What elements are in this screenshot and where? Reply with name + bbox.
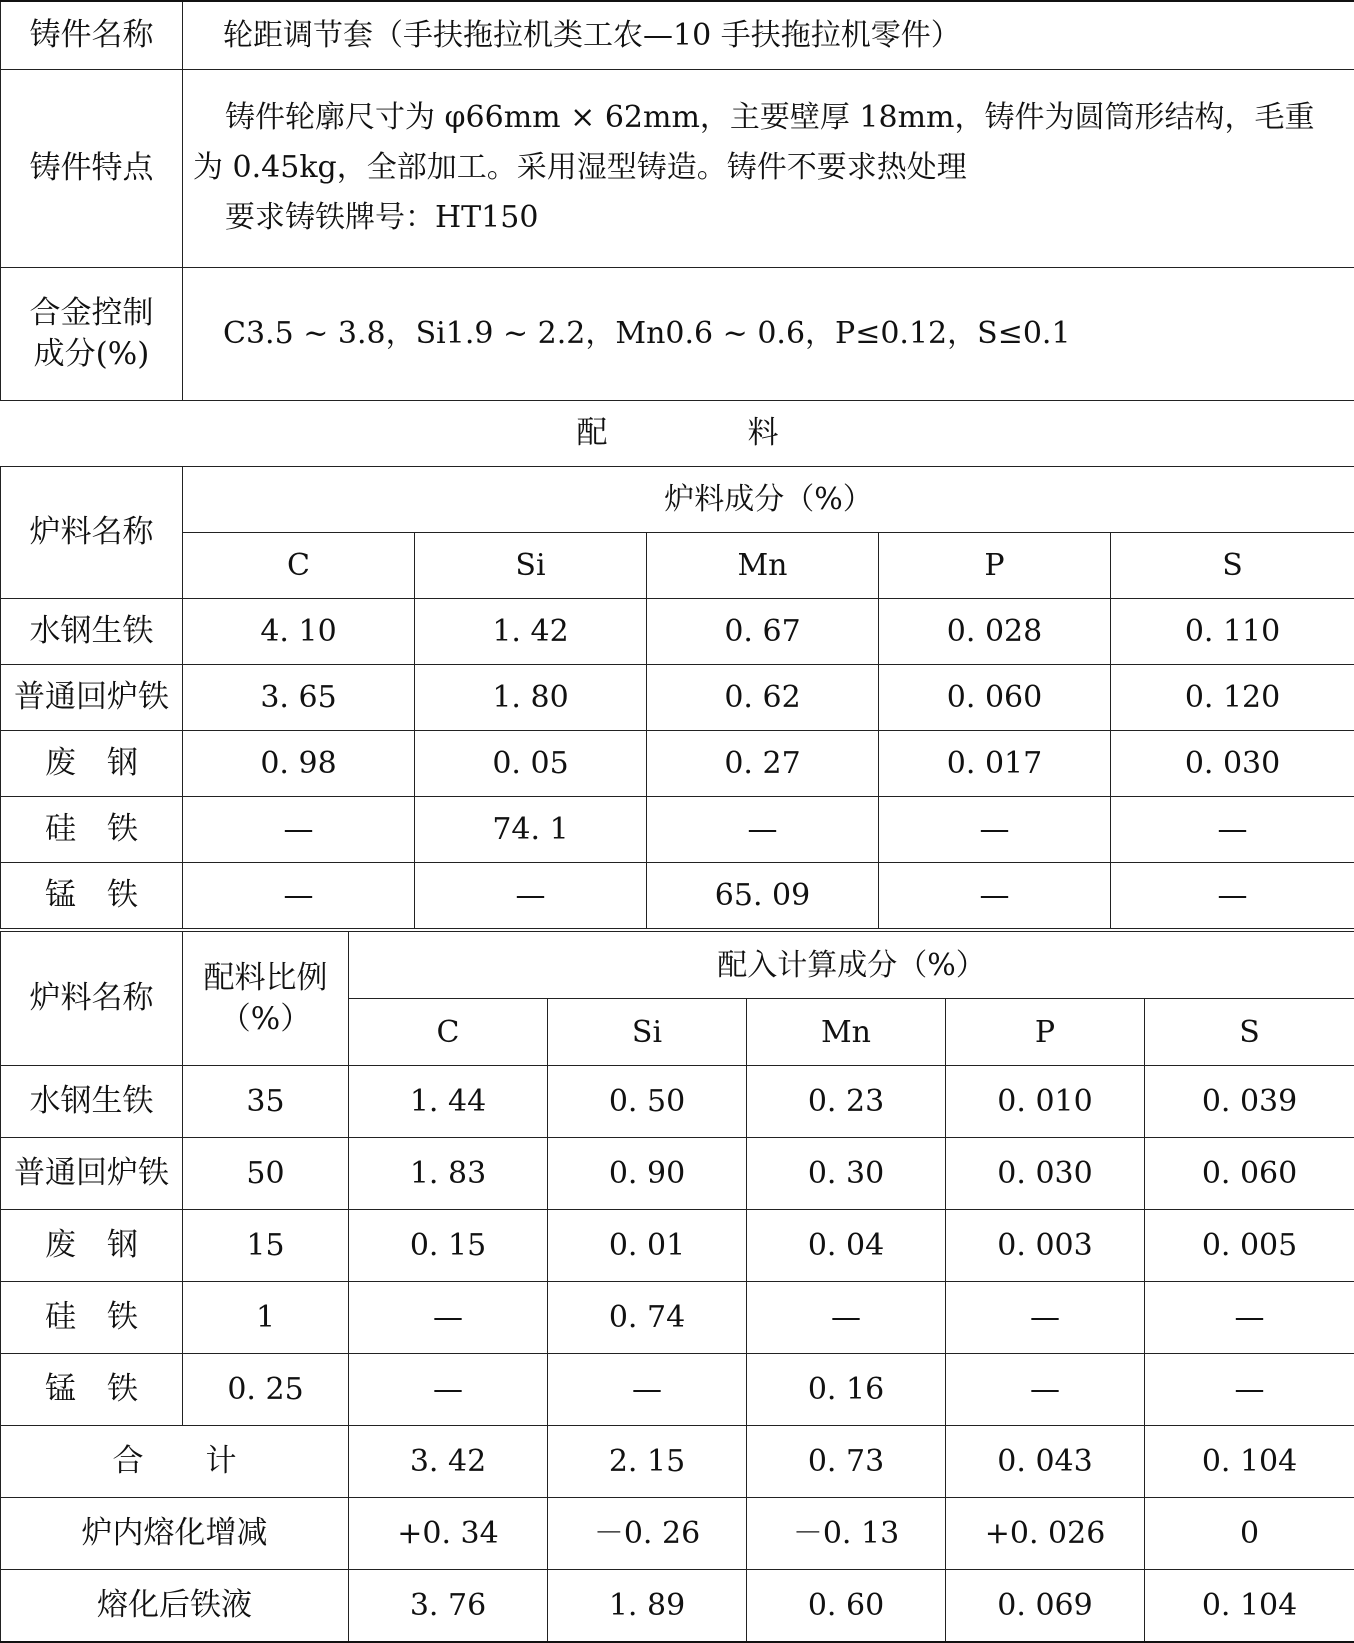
table-row (1, 1066, 1354, 1138)
table-row (1, 664, 1354, 730)
calc-material-header: 炉料名称 (1, 932, 183, 1066)
calc-cell: 1. 83 (349, 1138, 548, 1210)
calc-cell: — (747, 1282, 946, 1354)
charge-cell: — (1111, 796, 1354, 862)
summary-cell: －0. 26 (548, 1498, 747, 1570)
section-title-char-1: 配 (577, 413, 608, 453)
charge-group-header: 炉料成分（%） (183, 466, 1354, 532)
alloy-control-label (1, 267, 183, 400)
calc-col-mn: Mn (747, 999, 946, 1066)
calc-row-name: 锰 铁 (1, 1354, 183, 1426)
charge-cell: 1. 80 (415, 664, 647, 730)
charge-header-row (1, 466, 1354, 532)
summary-cell: －0. 13 (747, 1498, 946, 1570)
charge-cell: 0. 060 (879, 664, 1111, 730)
table-row (1, 1354, 1354, 1426)
calc-cell: — (349, 1282, 548, 1354)
charge-row-name: 普通回炉铁 (1, 664, 183, 730)
summary-cell: 0 (1145, 1498, 1354, 1570)
calc-cell: 0. 010 (946, 1066, 1145, 1138)
charge-row-name: 锰 铁 (1, 862, 183, 928)
summary-row-total (1, 1426, 1354, 1498)
charge-cell: 0. 017 (879, 730, 1111, 796)
calc-group-header: 配入计算成分（%） (349, 932, 1354, 999)
alloy-label-line-1: 合金控制 (1, 293, 182, 333)
charge-row-name: 硅 铁 (1, 796, 183, 862)
table-row (1, 1282, 1354, 1354)
charge-col-s: S (1111, 532, 1354, 598)
casting-name-value: 轮距调节套（手扶拖拉机类工农—10 手扶拖拉机零件） (183, 1, 1354, 69)
charge-cell: — (879, 796, 1111, 862)
summary-row-molten-iron (1, 1570, 1354, 1642)
section-title (1, 400, 1354, 466)
calc-ratio-header (183, 932, 349, 1066)
calc-cell: 0. 16 (747, 1354, 946, 1426)
charge-col-mn: Mn (647, 532, 879, 598)
calc-row-name: 硅 铁 (1, 1282, 183, 1354)
calc-row-name: 普通回炉铁 (1, 1138, 183, 1210)
alloy-label-line-2: 成分(%) (1, 334, 182, 374)
calc-cell: — (946, 1282, 1145, 1354)
casting-features-row (1, 69, 1354, 267)
calc-cell: 0. 74 (548, 1282, 747, 1354)
features-line-3: 要求铸铁牌号：HT150 (225, 200, 538, 235)
charge-cell: 0. 67 (647, 598, 879, 664)
charge-cell: — (183, 796, 415, 862)
summary-cell: 1. 89 (548, 1570, 747, 1642)
charge-cell: — (415, 862, 647, 928)
charge-cell: 65. 09 (647, 862, 879, 928)
calc-row-name: 水钢生铁 (1, 1066, 183, 1138)
calc-cell: 0. 030 (946, 1138, 1145, 1210)
summary-cell: 0. 069 (946, 1570, 1145, 1642)
calc-row-ratio: 1 (183, 1282, 349, 1354)
charge-cell: — (879, 862, 1111, 928)
charge-cell: — (1111, 862, 1354, 928)
charge-cell: 3. 65 (183, 664, 415, 730)
features-line-1: 铸件轮廓尺寸为 φ66mm × 62mm，主要壁厚 18mm，铸件为圆筒形结构，毛重 (225, 100, 1315, 135)
charge-cell: 0. 110 (1111, 598, 1354, 664)
charge-col-p: P (879, 532, 1111, 598)
table-row (1, 1210, 1354, 1282)
summary-name: 熔化后铁液 (1, 1570, 349, 1642)
alloy-control-row (1, 267, 1354, 400)
table-row (1, 598, 1354, 664)
charge-cell: — (647, 796, 879, 862)
calc-col-p: P (946, 999, 1145, 1066)
charge-row-name: 废 钢 (1, 730, 183, 796)
calc-row-ratio: 15 (183, 1210, 349, 1282)
table-row (1, 862, 1354, 928)
charge-cell: 0. 030 (1111, 730, 1354, 796)
summary-cell: +0. 34 (349, 1498, 548, 1570)
charge-cell: 0. 120 (1111, 664, 1354, 730)
summary-cell: +0. 026 (946, 1498, 1145, 1570)
charge-col-c: C (183, 532, 415, 598)
features-line-2: 为 0.45kg，全部加工。采用湿型铸造。铸件不要求热处理 (193, 150, 967, 185)
summary-cell: 2. 15 (548, 1426, 747, 1498)
casting-name-row (1, 1, 1354, 69)
ratio-header-line-1: 配料比例 (183, 958, 348, 998)
calc-row-ratio: 0. 25 (183, 1354, 349, 1426)
section-title-char-2: 料 (748, 413, 779, 453)
calc-cell: 1. 44 (349, 1066, 548, 1138)
charge-columns-row (1, 532, 1354, 598)
calc-cell: 0. 90 (548, 1138, 747, 1210)
charge-material-header: 炉料名称 (1, 466, 183, 598)
calc-cell: — (1145, 1354, 1354, 1426)
calc-row-ratio: 35 (183, 1066, 349, 1138)
summary-cell: 0. 73 (747, 1426, 946, 1498)
charge-cell: 0. 05 (415, 730, 647, 796)
calc-cell: 0. 039 (1145, 1066, 1354, 1138)
calc-composition-table (0, 931, 1354, 1643)
calc-cell: 0. 04 (747, 1210, 946, 1282)
charge-cell: 4. 10 (183, 598, 415, 664)
summary-name: 炉内熔化增减 (1, 1498, 349, 1570)
charge-col-si: Si (415, 532, 647, 598)
table-row (1, 796, 1354, 862)
calc-col-s: S (1145, 999, 1354, 1066)
table-row (1, 730, 1354, 796)
calc-cell: 0. 15 (349, 1210, 548, 1282)
charge-cell: 74. 1 (415, 796, 647, 862)
calc-row-name: 废 钢 (1, 1210, 183, 1282)
calc-cell: — (548, 1354, 747, 1426)
alloy-control-value: C3.5 ~ 3.8，Si1.9 ~ 2.2，Mn0.6 ~ 0.6，P≤0.12，S≤0.1 (183, 267, 1354, 400)
section-title-row (1, 400, 1354, 466)
summary-row-melt-change (1, 1498, 1354, 1570)
calc-cell: — (349, 1354, 548, 1426)
calc-cell: 0. 060 (1145, 1138, 1354, 1210)
summary-cell: 0. 104 (1145, 1570, 1354, 1642)
charge-cell: 1. 42 (415, 598, 647, 664)
summary-cell: 0. 104 (1145, 1426, 1354, 1498)
summary-cell: 0. 043 (946, 1426, 1145, 1498)
summary-name: 合 计 (1, 1426, 349, 1498)
calc-cell: 0. 005 (1145, 1210, 1354, 1282)
calc-row-ratio: 50 (183, 1138, 349, 1210)
calc-col-c: C (349, 999, 548, 1066)
calc-cell: 0. 50 (548, 1066, 747, 1138)
calc-cell: 0. 01 (548, 1210, 747, 1282)
calc-header-row (1, 932, 1354, 999)
charge-row-name: 水钢生铁 (1, 598, 183, 664)
calc-cell: — (1145, 1282, 1354, 1354)
summary-cell: 3. 42 (349, 1426, 548, 1498)
calc-cell: 0. 30 (747, 1138, 946, 1210)
calc-cell: — (946, 1354, 1145, 1426)
calc-col-si: Si (548, 999, 747, 1066)
charge-cell: 0. 98 (183, 730, 415, 796)
charge-cell: 0. 27 (647, 730, 879, 796)
casting-name-label: 铸件名称 (1, 1, 183, 69)
charge-cell: — (183, 862, 415, 928)
calc-cell: 0. 23 (747, 1066, 946, 1138)
summary-cell: 0. 60 (747, 1570, 946, 1642)
table-row (1, 1138, 1354, 1210)
calc-cell: 0. 003 (946, 1210, 1145, 1282)
casting-features-label: 铸件特点 (1, 69, 183, 267)
charge-cell: 0. 028 (879, 598, 1111, 664)
charge-cell: 0. 62 (647, 664, 879, 730)
casting-features-value (183, 69, 1354, 267)
ratio-header-line-2: （%） (183, 999, 348, 1039)
summary-cell: 3. 76 (349, 1570, 548, 1642)
